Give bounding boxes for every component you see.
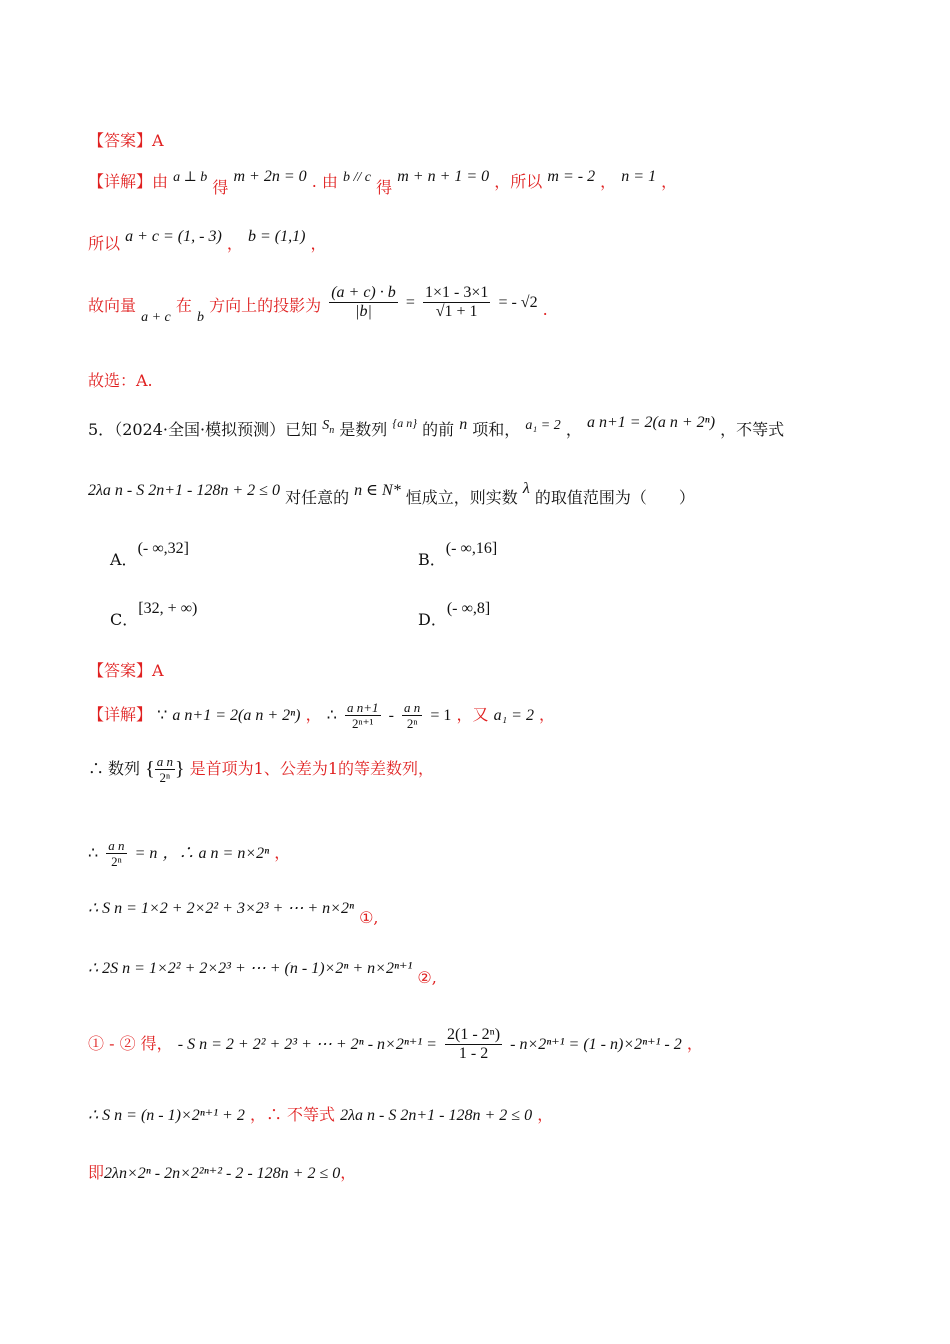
- projection-value-fraction: $\frac{1\times 1 - 3\times 1}{√1 + 1}$: [424, 284, 489, 320]
- solution-line-8: 即2λn×2ⁿ - 2n×2²ⁿ⁺² - 2 - 128n + 2 ≤ 0，: [88, 1163, 357, 1182]
- projection-fraction: $\frac{(a + c) \cdot b}{|b|}$: [331, 284, 396, 320]
- prev-choice: 故选：A.: [88, 371, 153, 390]
- solution-line-4: ∴ S n = 1×2 + 2×2² + 3×2³ + ⋯ + n×2ⁿ ①,: [88, 900, 379, 927]
- detail-label: 【详解】: [88, 172, 153, 191]
- prev-detail-line-3: 故向量 a + c 在 b 方向上的投影为 $\frac{(a + c) \cdot b}{|b|}$ = $\frac{1\times 1 - 3\times 1}{√1 + 1}$ = - √2 .: [88, 284, 548, 325]
- prev-detail-line-2: 所以 a + c = (1, - 3) ， b = (1,1) ，: [88, 228, 327, 253]
- solution-line-2: ∴ 数列 { $\frac{\text{a n}}{\text{2ⁿ}}$ } 是首项为1、公差为1的等差数列，: [88, 754, 435, 785]
- question-stem-line-1: 5．（2024·全国·模拟预测）已知 $S_n$ 是数列 $^{\{a n\}}$ 的前 n 项和， a₁ = 2 ， a n+1 = 2(a n + 2ⁿ) ，不等式: [88, 414, 785, 439]
- prev-answer-label: 【答案】A: [88, 131, 164, 150]
- option-a[interactable]: A．(- ∞,32]: [110, 540, 189, 569]
- option-d[interactable]: D．(- ∞,8]: [418, 600, 491, 629]
- question-stem-line-2: 2λa n - S 2n+1 - 128n + 2 ≤ 0 对任意的 n ∈ N* 恒成立，则实数 λ 的取值范围为（ ）: [88, 480, 695, 507]
- solution-line-3: ∴ $\frac{\text{a n}}{\text{2ⁿ}}$ = n ，∴ a n = n×2ⁿ ，: [88, 838, 291, 869]
- solution-line-7: ∴ S n = (n - 1)×2ⁿ⁺¹ + 2 ，∴ 不等式 2λa n - S 2n+1 - 128n + 2 ≤ 0 ，: [88, 1105, 554, 1124]
- prev-detail-line-1: 【详解】由 a ⊥ b 得 m + 2n = 0 . 由 b // c 得 m + n + 1 = 0 ，所以 m = - 2 ， n = 1 ，: [88, 168, 678, 197]
- solution-line-5: ∴ 2S n = 1×2² + 2×2³ + ⋯ + (n - 1)×2ⁿ + n×2ⁿ⁺¹ ②,: [88, 960, 437, 987]
- solution-line-1: 【详解】 ∵ a n+1 = 2(a n + 2ⁿ) ， ∴ $\frac{\text{a n+1}}{\text{2ⁿ⁺¹}}$ - $\frac{\text{a n}}{\text{2ⁿ}}$ = 1 ，又 a₁ = 2 ，: [88, 700, 556, 731]
- solution-answer: 【答案】A: [88, 661, 164, 680]
- option-b[interactable]: B．(- ∞,16]: [418, 540, 498, 569]
- solution-line-6: ① - ② 得， - S n = 2 + 2² + 2³ + ⋯ + 2ⁿ - n×2ⁿ⁺¹ = $\frac{\text{2(1 - 2ⁿ)}}{1 - 2}$ - n×2ⁿ⁺¹ = (1 - n)×2ⁿ⁺¹ - 2 ，: [88, 1026, 703, 1062]
- option-c[interactable]: C．[32, + ∞): [110, 600, 198, 629]
